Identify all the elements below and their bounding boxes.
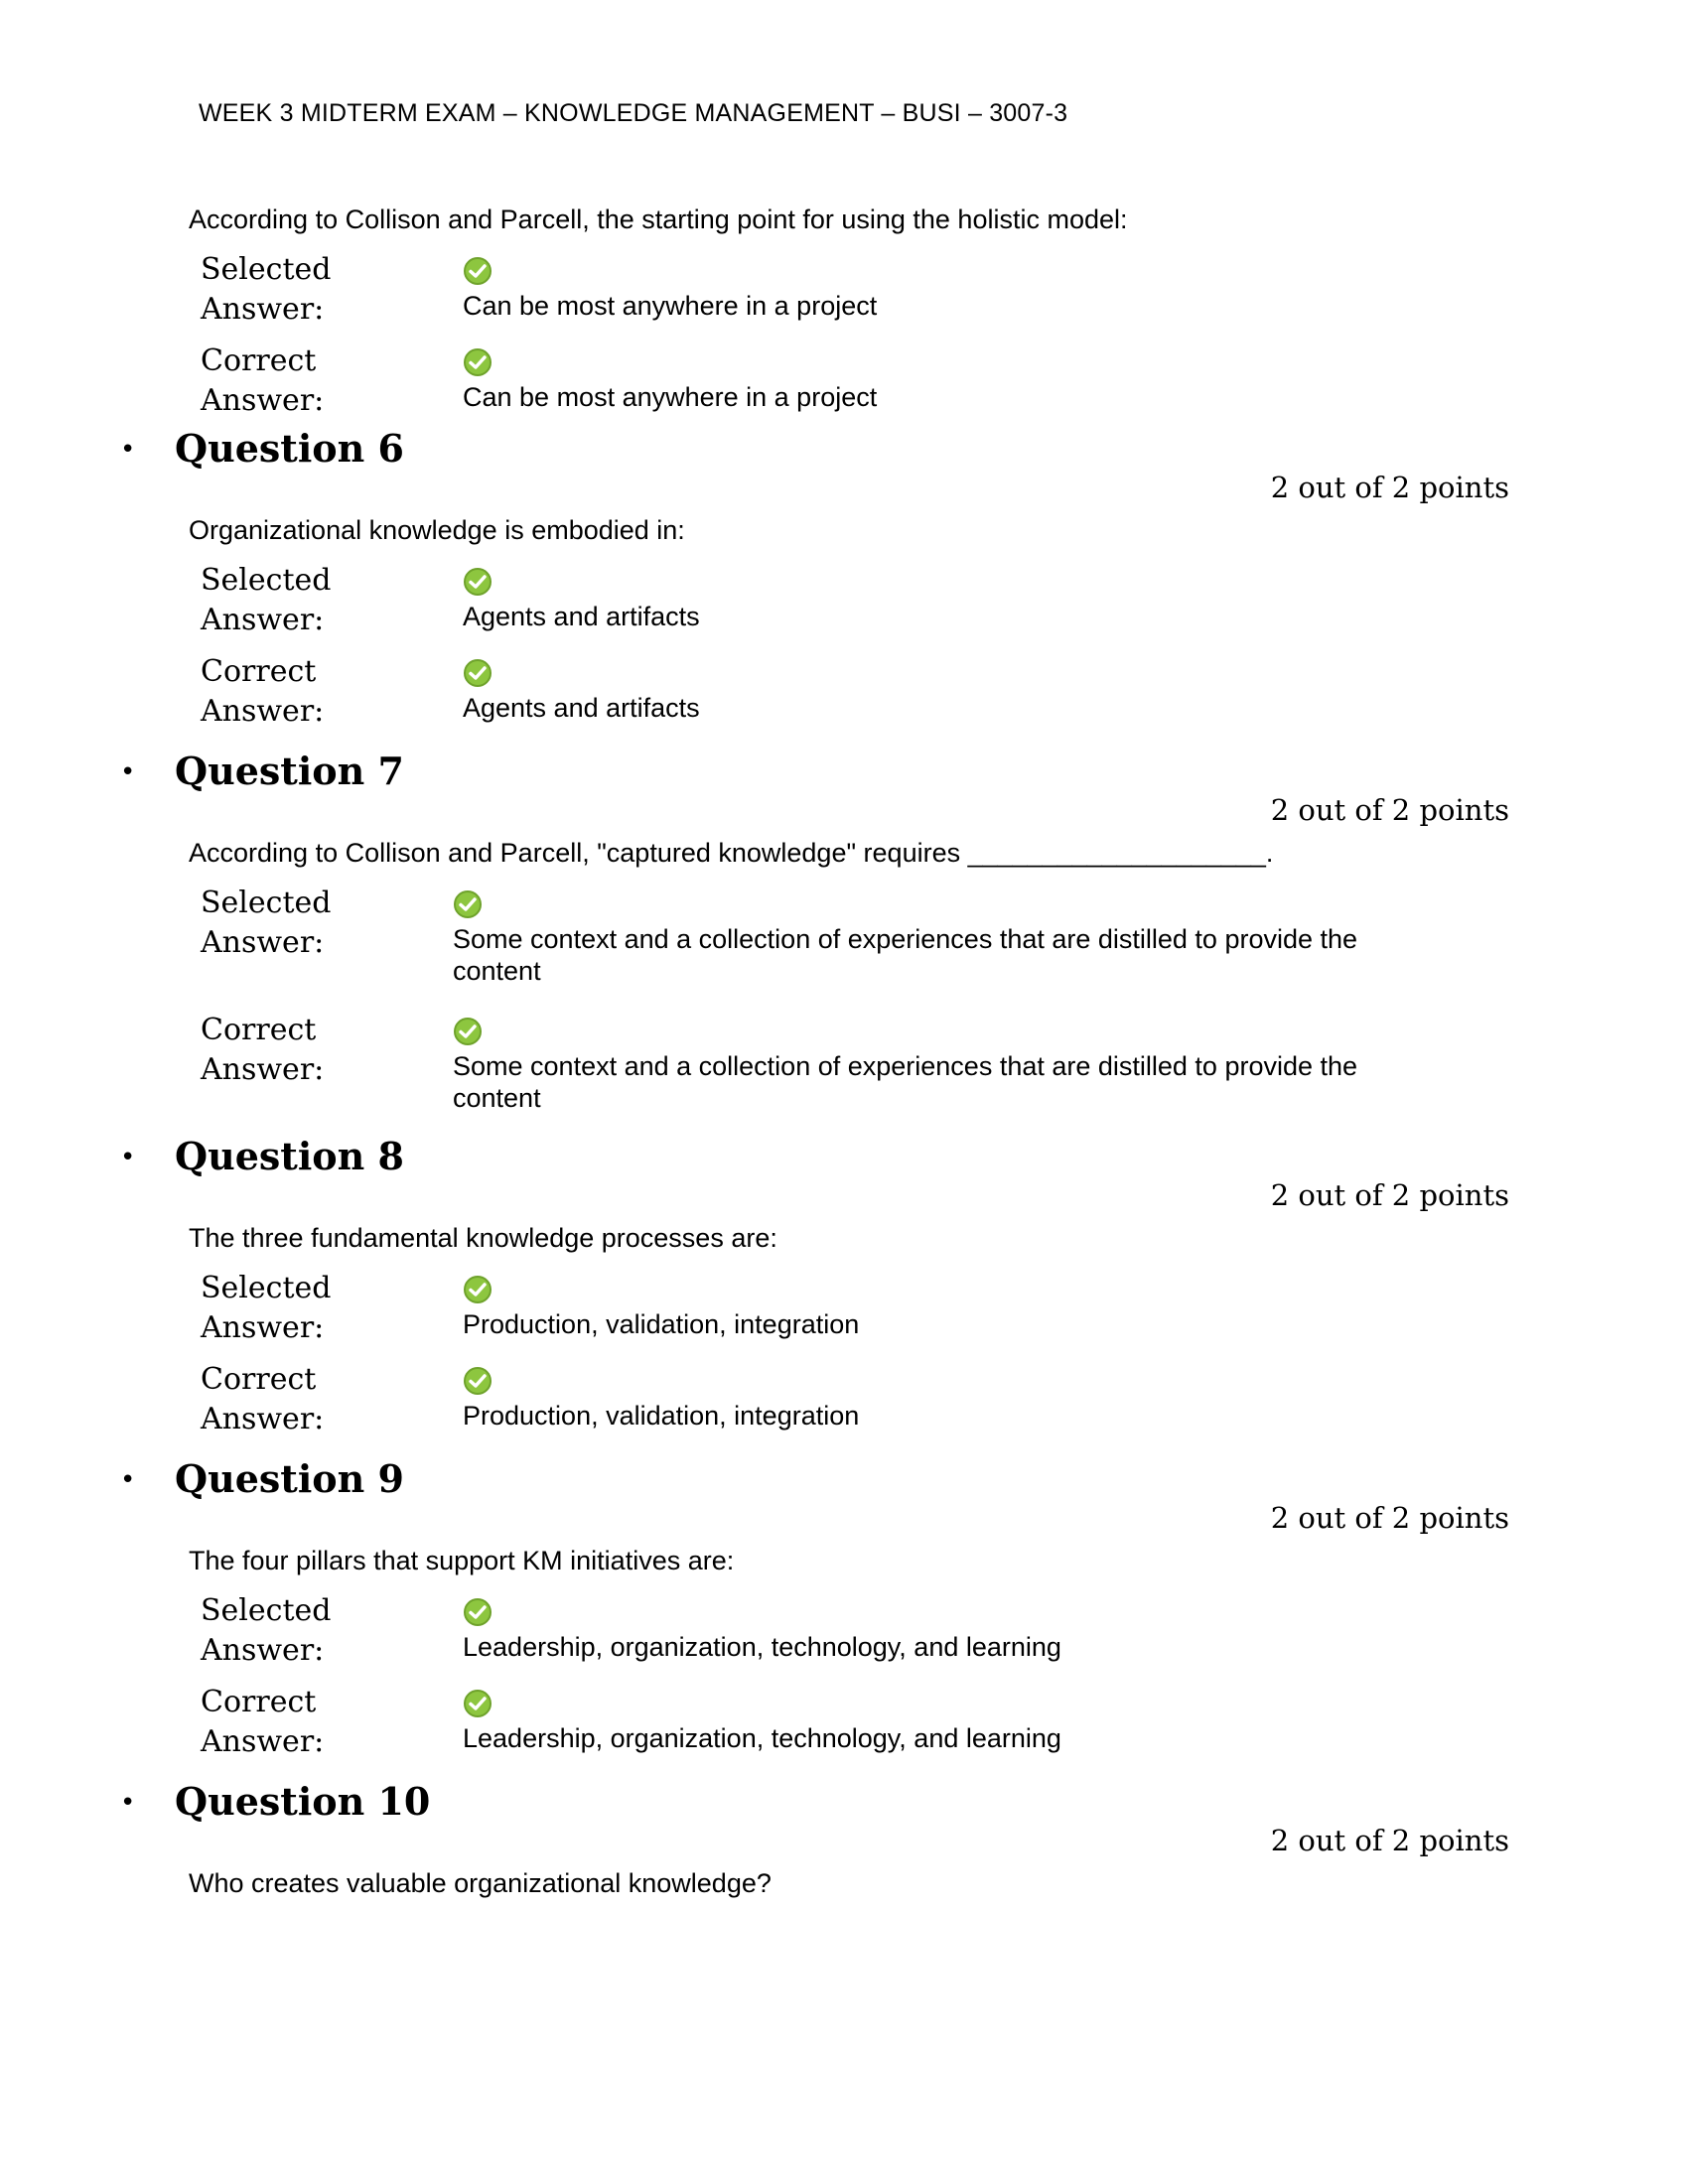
selected-answer-label: Selected Answer: [201,886,332,960]
correct-answer-text: Some context and a collection of experiences that are distilled to provide the content [453,1051,1358,1113]
selected-answer-text: Can be most anywhere in a project [463,291,878,321]
check-circle-icon [463,1275,492,1304]
check-circle-icon [463,1689,492,1718]
selected-answer-text: Some context and a collection of experiences that are distilled to provide the content [453,924,1358,986]
bullet: • [120,1143,136,1172]
question-points: 2 out of 2 points [1270,1501,1509,1535]
selected-answer-row [189,1269,1499,1348]
correct-answer-row [189,1360,1499,1439]
correct-answer-label: Correct Answer: [201,1362,325,1436]
check-circle-icon [463,256,492,286]
selected-answer-row [189,250,1579,330]
check-circle-icon [453,889,483,919]
question-5-continuation [189,203,1579,433]
correct-answer-text: Leadership, organization, technology, and learning [463,1723,1061,1753]
page-title: WEEK 3 MIDTERM EXAM – KNOWLEDGE MANAGEMENT – BUSI – 3007-3 [199,99,1068,127]
check-circle-icon [463,347,492,377]
bullet: • [120,435,136,465]
correct-answer-text: Can be most anywhere in a project [463,382,878,412]
correct-answer-row [189,341,1579,421]
correct-answer-label: Correct Answer: [201,1013,325,1087]
correct-answer-label: Correct Answer: [201,343,325,418]
selected-answer-label: Selected Answer: [201,563,332,637]
question-prompt: The three fundamental knowledge processes are: [189,1223,777,1253]
question-9 [0,1454,1688,1774]
correct-answer-label: Correct Answer: [201,1685,325,1759]
selected-answer-label: Selected Answer: [201,1271,332,1345]
correct-answer-row [189,1683,1499,1762]
question-points: 2 out of 2 points [1270,793,1509,827]
check-circle-icon [463,567,492,597]
question-title: Question 7 [175,749,404,793]
selected-answer-text: Agents and artifacts [463,602,700,631]
question-prompt: Organizational knowledge is embodied in: [189,515,685,545]
question-title: Question 6 [175,426,404,471]
question-title: Question 9 [175,1456,404,1501]
check-circle-icon [463,658,492,688]
selected-answer-row [189,1591,1499,1671]
selected-answer-row [189,884,1499,999]
question-points: 2 out of 2 points [1270,1178,1509,1212]
question-title: Question 10 [175,1779,431,1824]
check-circle-icon [453,1017,483,1046]
question-7 [0,747,1688,1138]
correct-answer-row [189,1011,1499,1126]
question-prompt: Who creates valuable organizational knowledge? [189,1868,772,1898]
selected-answer-label: Selected Answer: [201,1593,332,1668]
check-circle-icon [463,1366,492,1396]
question-6 [0,424,1688,744]
selected-answer-text: Leadership, organization, technology, and learning [463,1632,1061,1662]
question-8 [0,1132,1688,1451]
correct-answer-row [189,652,1499,732]
check-circle-icon [463,1597,492,1627]
correct-answer-text: Agents and artifacts [463,693,700,723]
question-points: 2 out of 2 points [1270,471,1509,504]
selected-answer-row [189,561,1499,640]
question-10 [0,1777,1688,1914]
question-prompt: According to Collison and Parcell, the starting point for using the holistic model: [189,205,1128,234]
bullet: • [120,1465,136,1495]
selected-answer-label: Selected Answer: [201,252,332,327]
correct-answer-label: Correct Answer: [201,654,325,729]
selected-answer-text: Production, validation, integration [463,1309,860,1339]
question-prompt: The four pillars that support KM initiatives are: [189,1546,735,1575]
question-title: Question 8 [175,1134,404,1178]
question-prompt: According to Collison and Parcell, "captured knowledge" requires ____________________. [189,838,1274,868]
correct-answer-text: Production, validation, integration [463,1401,860,1431]
bullet: • [120,1788,136,1818]
bullet: • [120,757,136,787]
question-points: 2 out of 2 points [1270,1824,1509,1857]
